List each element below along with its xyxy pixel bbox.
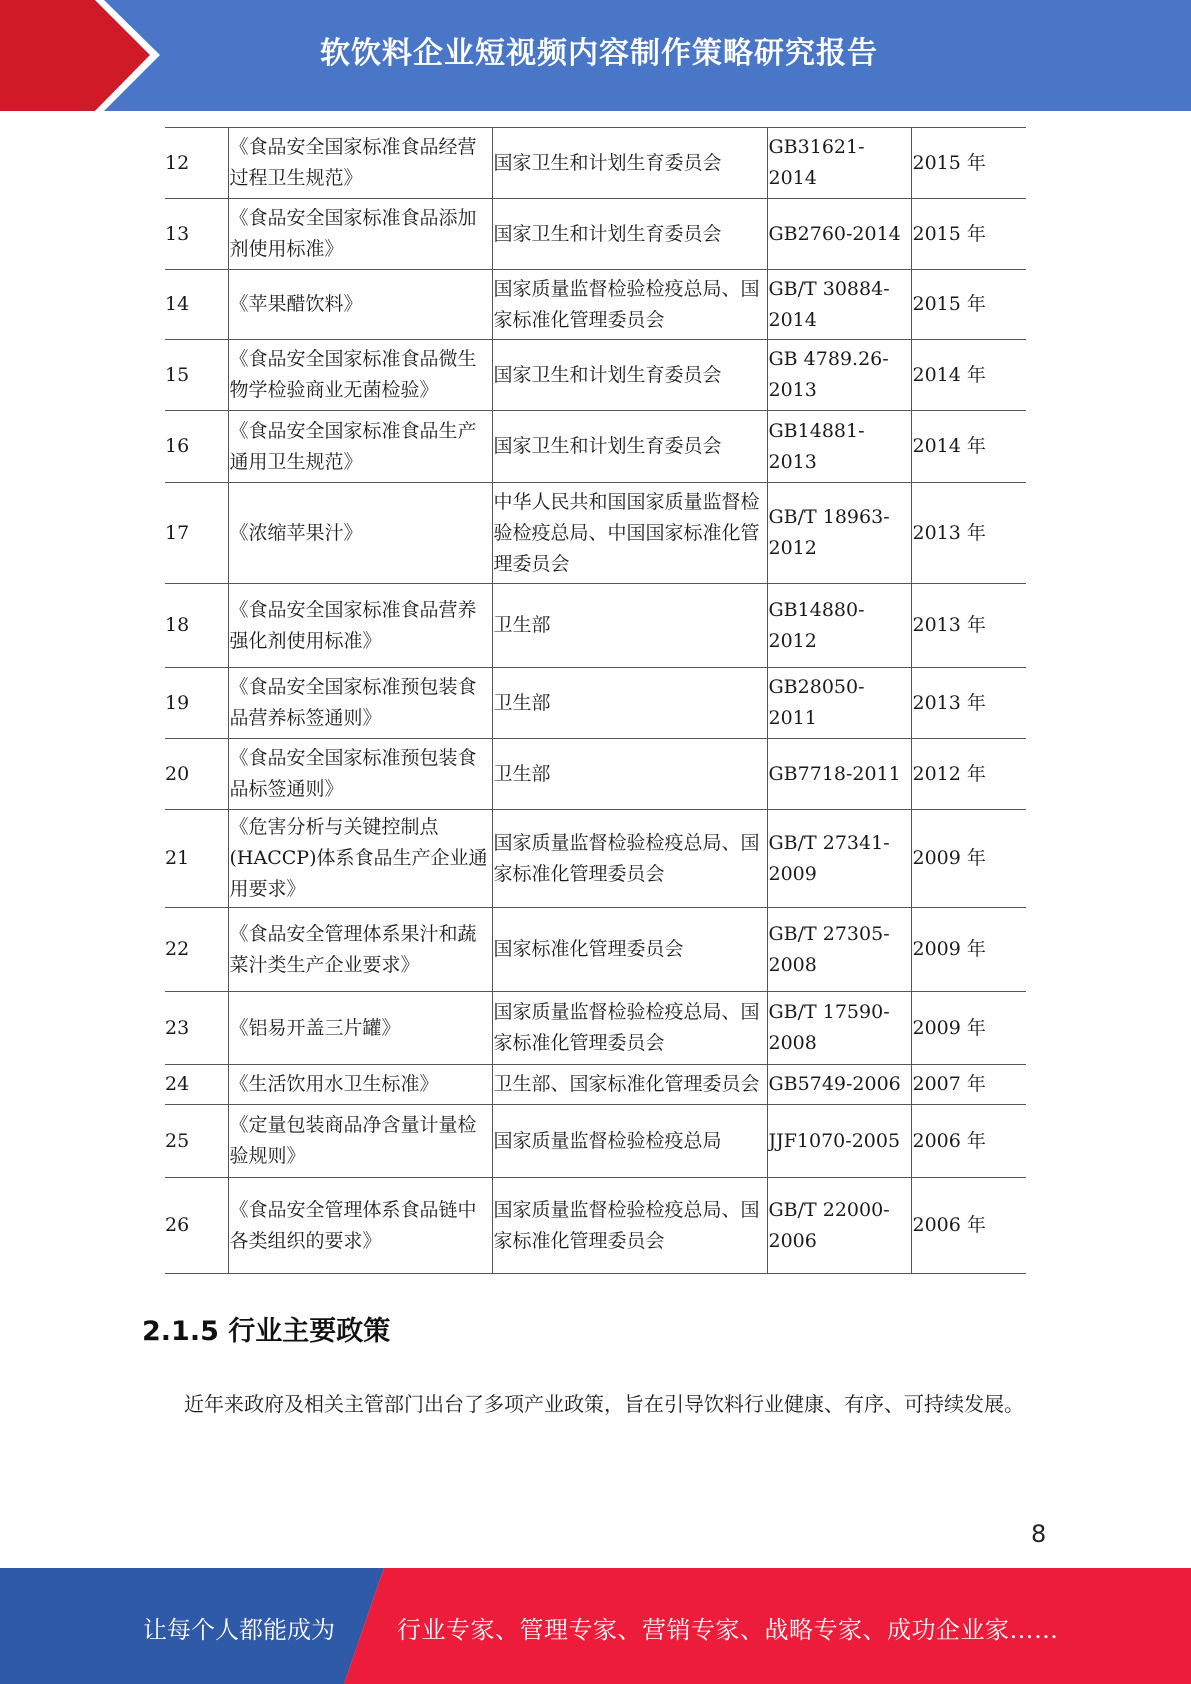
cell-standard-name: 《定量包装商品净含量计量检验规则》 [228,1105,492,1178]
cell-issuing-body: 国家卫生和计划生育委员会 [492,411,767,483]
cell-year: 2013 年 [911,483,1026,584]
cell-standard-name: 《食品安全国家标准食品生产通用卫生规范》 [228,411,492,483]
cell-standard-code: GB7718-2011 [767,739,911,810]
cell-standard-code: GB14881-2013 [767,411,911,483]
cell-issuing-body: 国家卫生和计划生育委员会 [492,199,767,270]
cell-number: 14 [165,270,228,340]
cell-number: 17 [165,483,228,584]
cell-issuing-body: 中华人民共和国国家质量监督检验检疫总局、中国国家标准化管理委员会 [492,483,767,584]
cell-year: 2014 年 [911,411,1026,483]
cell-standard-name: 《食品安全国家标准食品微生物学检验商业无菌检验》 [228,340,492,411]
cell-year: 2015 年 [911,199,1026,270]
cell-issuing-body: 卫生部 [492,739,767,810]
cell-standard-code: GB/T 27305-2008 [767,908,911,992]
cell-issuing-body: 国家质量监督检验检疫总局、国家标准化管理委员会 [492,992,767,1065]
section-heading: 2.1.5 行业主要政策 [142,1316,391,1347]
cell-standard-name: 《食品安全管理体系果汁和蔬菜汁类生产企业要求》 [228,908,492,992]
cell-number: 19 [165,668,228,739]
cell-year: 2006 年 [911,1178,1026,1274]
cell-issuing-body: 国家质量监督检验检疫总局、国家标准化管理委员会 [492,270,767,340]
cell-number: 22 [165,908,228,992]
cell-standard-code: GB2760-2014 [767,199,911,270]
table-row [165,668,1026,739]
table-row [165,1105,1026,1178]
cell-issuing-body: 国家质量监督检验检疫总局 [492,1105,767,1178]
cell-standard-code: GB31621-2014 [767,128,911,199]
cell-issuing-body: 国家卫生和计划生育委员会 [492,340,767,411]
cell-number: 15 [165,340,228,411]
cell-year: 2015 年 [911,270,1026,340]
cell-standard-code: JJF1070-2005 [767,1105,911,1178]
cell-number: 25 [165,1105,228,1178]
cell-issuing-body: 卫生部、国家标准化管理委员会 [492,1065,767,1105]
cell-standard-name: 《食品安全国家标准食品营养强化剂使用标准》 [228,584,492,668]
footer-slogan-right: 行业专家、管理专家、营销专家、战略专家、成功企业家…… [397,1616,1059,1644]
table-row [165,992,1026,1065]
cell-number: 13 [165,199,228,270]
table-row [165,810,1026,908]
cell-number: 18 [165,584,228,668]
cell-year: 2009 年 [911,992,1026,1065]
cell-number: 24 [165,1065,228,1105]
cell-number: 21 [165,810,228,908]
table-row [165,739,1026,810]
cell-year: 2014 年 [911,340,1026,411]
cell-standard-code: GB/T 27341-2009 [767,810,911,908]
cell-standard-name: 《食品安全国家标准预包装食品营养标签通则》 [228,668,492,739]
footer-slogan-left: 让每个人都能成为 [143,1616,335,1644]
cell-standard-name: 《食品安全国家标准食品经营过程卫生规范》 [228,128,492,199]
cell-year: 2009 年 [911,810,1026,908]
cell-standard-name: 《苹果醋饮料》 [228,270,492,340]
cell-issuing-body: 卫生部 [492,668,767,739]
cell-issuing-body: 国家质量监督检验检疫总局、国家标准化管理委员会 [492,1178,767,1274]
table-row [165,584,1026,668]
cell-standard-name: 《生活饮用水卫生标准》 [228,1065,492,1105]
cell-number: 23 [165,992,228,1065]
cell-standard-code: GB 4789.26-2013 [767,340,911,411]
cell-standard-code: GB14880-2012 [767,584,911,668]
table-row [165,1065,1026,1105]
page-number: 8 [1031,1520,1047,1548]
cell-standard-code: GB28050-2011 [767,668,911,739]
report-title: 软饮料企业短视频内容制作策略研究报告 [320,36,878,71]
cell-number: 20 [165,739,228,810]
cell-standard-name: 《食品安全国家标准预包装食品标签通则》 [228,739,492,810]
section-paragraph: 近年来政府及相关主管部门出台了多项产业政策，旨在引导饮料行业健康、有序、可持续发展。 [184,1392,1024,1416]
cell-standard-code: GB/T 30884-2014 [767,270,911,340]
cell-issuing-body: 国家质量监督检验检疫总局、国家标准化管理委员会 [492,810,767,908]
cell-year: 2015 年 [911,128,1026,199]
cell-year: 2009 年 [911,908,1026,992]
table-row [165,908,1026,992]
cell-standard-name: 《铝易开盖三片罐》 [228,992,492,1065]
cell-standard-code: GB/T 17590-2008 [767,992,911,1065]
table-row [165,128,1026,199]
cell-issuing-body: 国家卫生和计划生育委员会 [492,128,767,199]
table-row [165,1178,1026,1274]
cell-standard-name: 《危害分析与关键控制点(HACCP)体系食品生产企业通用要求》 [228,810,492,908]
table-row [165,483,1026,584]
cell-year: 2012 年 [911,739,1026,810]
cell-standard-name: 《食品安全国家标准食品添加剂使用标准》 [228,199,492,270]
cell-standard-name: 《食品安全管理体系食品链中各类组织的要求》 [228,1178,492,1274]
cell-number: 16 [165,411,228,483]
cell-year: 2013 年 [911,584,1026,668]
cell-number: 26 [165,1178,228,1274]
standards-table-body [165,128,1026,1274]
cell-number: 12 [165,128,228,199]
table-row [165,340,1026,411]
cell-issuing-body: 国家标准化管理委员会 [492,908,767,992]
header-red-arrow [0,0,150,111]
cell-standard-code: GB5749-2006 [767,1065,911,1105]
cell-standard-code: GB/T 18963-2012 [767,483,911,584]
cell-year: 2006 年 [911,1105,1026,1178]
page-footer [0,1568,1191,1684]
table-row [165,199,1026,270]
cell-standard-name: 《浓缩苹果汁》 [228,483,492,584]
standards-table [165,127,1026,1274]
table-row [165,411,1026,483]
cell-year: 2013 年 [911,668,1026,739]
cell-standard-code: GB/T 22000-2006 [767,1178,911,1274]
page-header [0,0,1191,111]
cell-issuing-body: 卫生部 [492,584,767,668]
cell-year: 2007 年 [911,1065,1026,1105]
table-row [165,270,1026,340]
